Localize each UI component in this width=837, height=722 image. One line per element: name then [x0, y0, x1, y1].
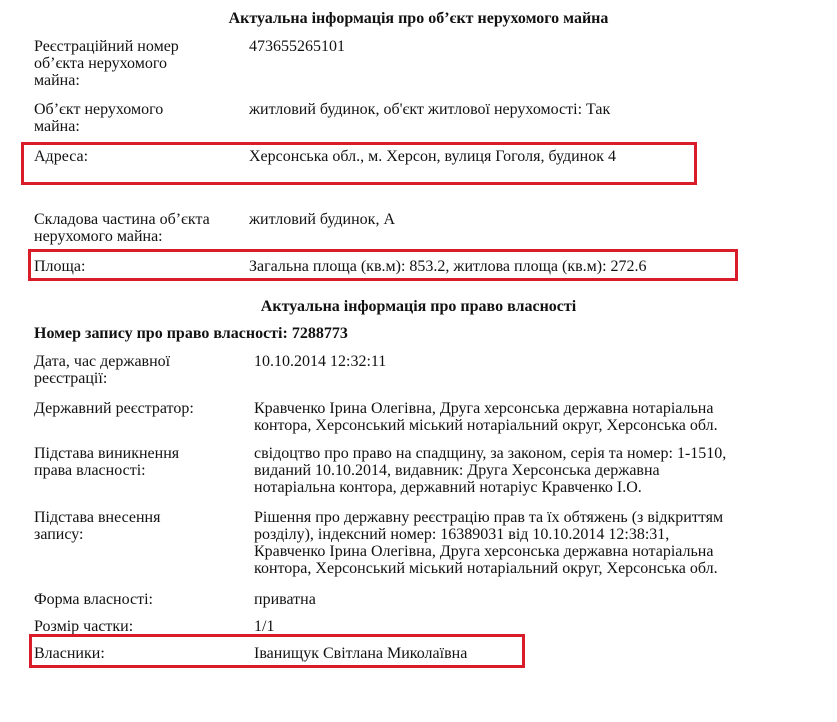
- owners-value: Іванищук Світлана Миколаївна: [254, 645, 468, 662]
- component-label: Складова частина об’єкта нерухомого майна:: [34, 211, 210, 245]
- registration-date-value: 10.10.2014 12:32:11: [254, 353, 387, 370]
- address-label: Адреса:: [34, 148, 89, 165]
- area-value: Загальна площа (кв.м): 853.2, житлова площа (кв.м): 272.6: [249, 258, 647, 275]
- property-section-title: Актуальна інформація про об’єкт нерухомого майна: [228, 10, 609, 27]
- record-number-line: Номер запису про право власності: 7288773: [34, 325, 348, 342]
- ownership-form-value: приватна: [254, 591, 316, 608]
- entry-basis-value: Рішення про державну реєстрацію прав та їх обтяжень (з відкриттям розділу), індексний номер: 16389031 від 10.10.2014 12:38:31, Кравченко Ірина Олегівна, Друга херсонська державна нотаріальна контора, Херсонський міський нотаріальний округ, Херсонська обл.: [254, 509, 724, 577]
- reg-number-label: Реєстраційний номер об’єкта нерухомого майна:: [34, 38, 179, 89]
- address-value: Херсонська обл., м. Херсон, вулиця Гоголя, будинок 4: [249, 148, 616, 165]
- object-label: Об’єкт нерухомого майна:: [34, 101, 164, 135]
- registrar-label: Державний реєстратор:: [34, 400, 194, 417]
- ownership-form-label: Форма власності:: [34, 591, 153, 608]
- share-size-value: 1/1: [254, 618, 275, 635]
- object-value: житловий будинок, об'єкт житлової нерухомості: Так: [249, 101, 611, 118]
- share-size-label: Розмір частки:: [34, 618, 134, 635]
- registration-date-label: Дата, час державної реєстрації:: [34, 353, 171, 387]
- registrar-value: Кравченко Ірина Олегівна, Друга херсонська державна нотаріальна контора, Херсонський міський нотаріальний округ, Херсонська обл.: [254, 400, 718, 434]
- owners-label: Власники:: [34, 645, 105, 662]
- ownership-section-title: Актуальна інформація про право власності: [260, 298, 577, 315]
- reg-number-value: 473655265101: [249, 38, 345, 55]
- entry-basis-label: Підстава внесення запису:: [34, 509, 161, 543]
- component-value: житловий будинок, А: [249, 211, 395, 228]
- ownership-basis-value: свідоцтво про право на спадщину, за законом, серія та номер: 1-1510, виданий 10.10.2014, видавник: Друга Херсонська державна нотаріальна контора, державний нотаріус Кравченко І.О.: [254, 445, 727, 496]
- area-label: Площа:: [34, 258, 86, 275]
- ownership-basis-label: Підстава виникнення права власності:: [34, 445, 180, 479]
